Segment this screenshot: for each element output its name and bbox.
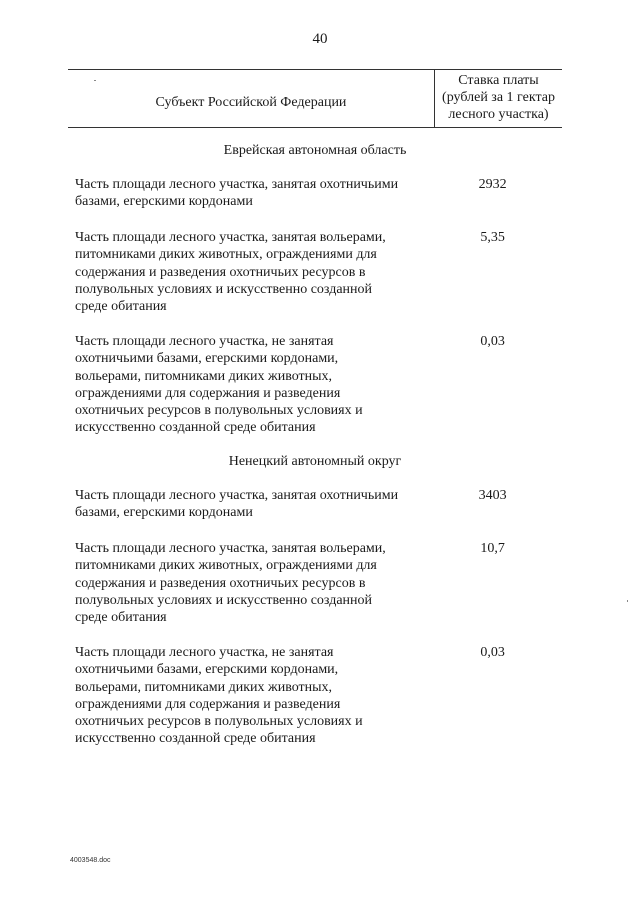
row-description: Часть площади лесного участка, не занятая охотничьими базами, егерскими кордонами, вольерами, питомниками диких животных, ограждениями для содержания и разведения охотничьих ресурсов в полувольных условиях и искусственно созданной среде обитания — [75, 334, 363, 436]
row-description: Часть площади лесного участка, занятая охотничьими базами, егерскими кордонами — [75, 177, 399, 210]
header-rate: Ставка платы (рублей за 1 гектар лесного участка) — [442, 73, 555, 122]
scan-speck — [627, 600, 628, 602]
table-row — [75, 540, 562, 626]
document-file-name: 4003548.doc — [70, 857, 111, 864]
row-description: Часть площади лесного участка, не занятая охотничьими базами, егерскими кордонами, вольерами, питомниками диких животных, ограждениями для содержания и разведения охотничьих ресурсов в полувольных условиях и искусственно созданной среде обитания — [75, 645, 363, 747]
row-rate: 2932 — [478, 177, 507, 192]
scan-speck — [94, 80, 96, 81]
table-row — [75, 644, 562, 748]
row-rate: 0,03 — [480, 645, 505, 660]
table-row — [75, 176, 562, 211]
row-rate: 10,7 — [480, 541, 505, 556]
row-description: Часть площади лесного участка, занятая охотничьими базами, егерскими кордонами — [75, 488, 399, 521]
row-rate: 3403 — [478, 488, 507, 503]
rates-table — [68, 69, 562, 747]
region-heading: Ненецкий автономный округ — [228, 454, 402, 469]
table-row — [75, 487, 562, 522]
row-description: Часть площади лесного участка, занятая вольерами, питомниками диких животных, ограждениями для содержания и разведения охотничьих ресурсов в полувольных условиях и искусственно созданной среде обитания — [75, 541, 386, 626]
region-heading: Еврейская автономная область — [223, 143, 407, 158]
table-row — [75, 333, 562, 437]
row-rate: 0,03 — [480, 334, 505, 349]
header-subject: Субъект Российской Федерации — [68, 70, 435, 127]
row-description: Часть площади лесного участка, занятая вольерами, питомниками диких животных, ограждениями для содержания и разведения охотничьих ресурсов в полувольных условиях и искусственно созданной среде обитания — [75, 230, 386, 315]
table-header — [68, 69, 562, 128]
row-rate: 5,35 — [480, 230, 505, 245]
table-row — [75, 229, 562, 315]
page-number: 40 — [312, 31, 328, 47]
